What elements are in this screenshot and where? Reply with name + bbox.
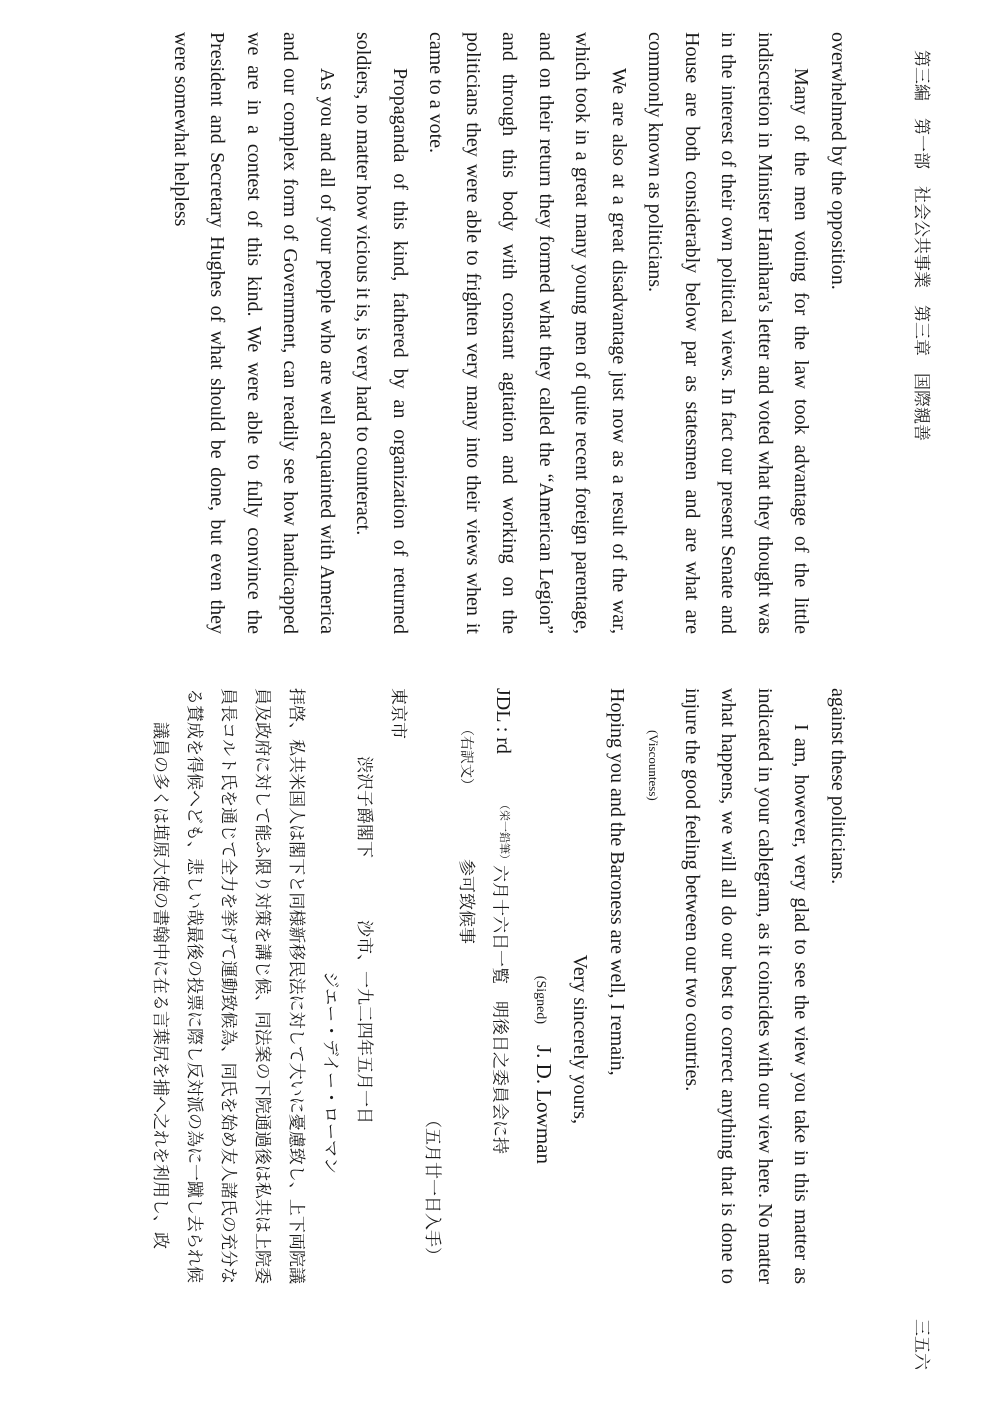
sender-row bbox=[313, 688, 347, 1284]
received-row bbox=[415, 688, 449, 1284]
paragraph: We are also at a great disadvantage just now as a result of the war, which took in a great many young men of quite recent foreign parentage, and on their return they formed what they called the “American Legion” and through this body with constant agitation and working on the politicians they were able to frighten very many into their views when it came to a vote. bbox=[425, 32, 630, 634]
paragraph-text: Hoping you and the Baroness are well, I remain, bbox=[606, 688, 628, 1076]
paragraph: Many of the men voting for the law took advantage of the little indiscretion in Minister Hanihara's letter and voted what they thought was in the interest of their own political views. In fact our present Senate and House are both considerably below par as statesmen and are what are commonly known as politicians. bbox=[644, 32, 813, 634]
initials-row bbox=[483, 688, 522, 1284]
japanese-body-continued: 議員の多くは埴原大使の書翰中に在る言葉尻を捕へ之れを利用し、政 bbox=[149, 722, 170, 1249]
japanese-section bbox=[143, 688, 522, 1284]
sender-place-date: 沙市、一九二四年五月一日 bbox=[353, 920, 374, 1124]
note-annotation: （栄一鉛筆） bbox=[498, 799, 512, 865]
address-row bbox=[347, 688, 381, 1284]
closing-paragraph bbox=[599, 688, 674, 1284]
initials: JDL : rd bbox=[492, 688, 515, 754]
pencil-note-line2: 参可致候事 bbox=[455, 859, 476, 944]
paragraph: against these politicians. bbox=[827, 688, 849, 885]
pencil-note-line1 bbox=[483, 799, 522, 1154]
signer-name: J. D. Lowman bbox=[532, 1045, 556, 1164]
city-row bbox=[381, 688, 415, 1284]
signature-line bbox=[522, 688, 563, 1284]
page-number: 三五六 bbox=[911, 1319, 931, 1370]
translation-row bbox=[449, 688, 483, 1284]
japanese-body: 拝啓、私共米国人は閣下と同様新移民法に対して大いに憂慮致し、上下両院議員及政府に対して能ふ限り対策を講じ候、同法案の下院通過後は私共は上院委員長コルト氏を通じて全力を挙げて運動致候為、同氏を始め友人諸氏の充分なる賛成を得候へども、悲しい哉最後の投票に際し反対派の為に一蹴し去られ候 bbox=[183, 688, 306, 1284]
translation-label: （右訳文） bbox=[457, 722, 474, 792]
received-date: （五月廿一日入手） bbox=[421, 1111, 442, 1264]
left-column bbox=[163, 32, 857, 634]
signed-label: (Signed) bbox=[533, 975, 548, 1024]
paragraph: overwhelmed by the opposition. bbox=[827, 32, 849, 290]
note-text: 六月十六日一覧 明後日之委員会に持 bbox=[489, 865, 510, 1154]
annotation: (Viscountess) bbox=[646, 730, 662, 801]
right-column bbox=[143, 688, 856, 1284]
sender-name: ジエー・デイー・ローマン bbox=[319, 971, 340, 1174]
running-header: 第三編 第一部 社会公共事業 第三章 国際親善 bbox=[911, 50, 931, 441]
addressee: 渋沢子爵閣下 bbox=[353, 756, 374, 858]
paragraph: I am, however, very glad to see the view you take in this matter as indicated in your cablegram, as it coincides with our view here. No matter what happens, we will all do our best to correct anything that is done to injure the good feeling between our two countries. bbox=[681, 688, 813, 1284]
city: 東京市 bbox=[387, 688, 408, 739]
paragraph: Propaganda of this kind, fathered by an organization of returned soldiers, no matter how vicious it is, is very hard to counteract. bbox=[352, 32, 411, 634]
paragraph: As you and all of your people who are well acquainted with America and our complex form of Government, can readily see how handicapped we are in a contest of this kind. We were able to fully convince the President and Secretary Hughes of what should be done, but even they were somewhat helpless bbox=[170, 32, 338, 634]
closing-salutation: Very sincerely yours, bbox=[569, 954, 592, 1124]
